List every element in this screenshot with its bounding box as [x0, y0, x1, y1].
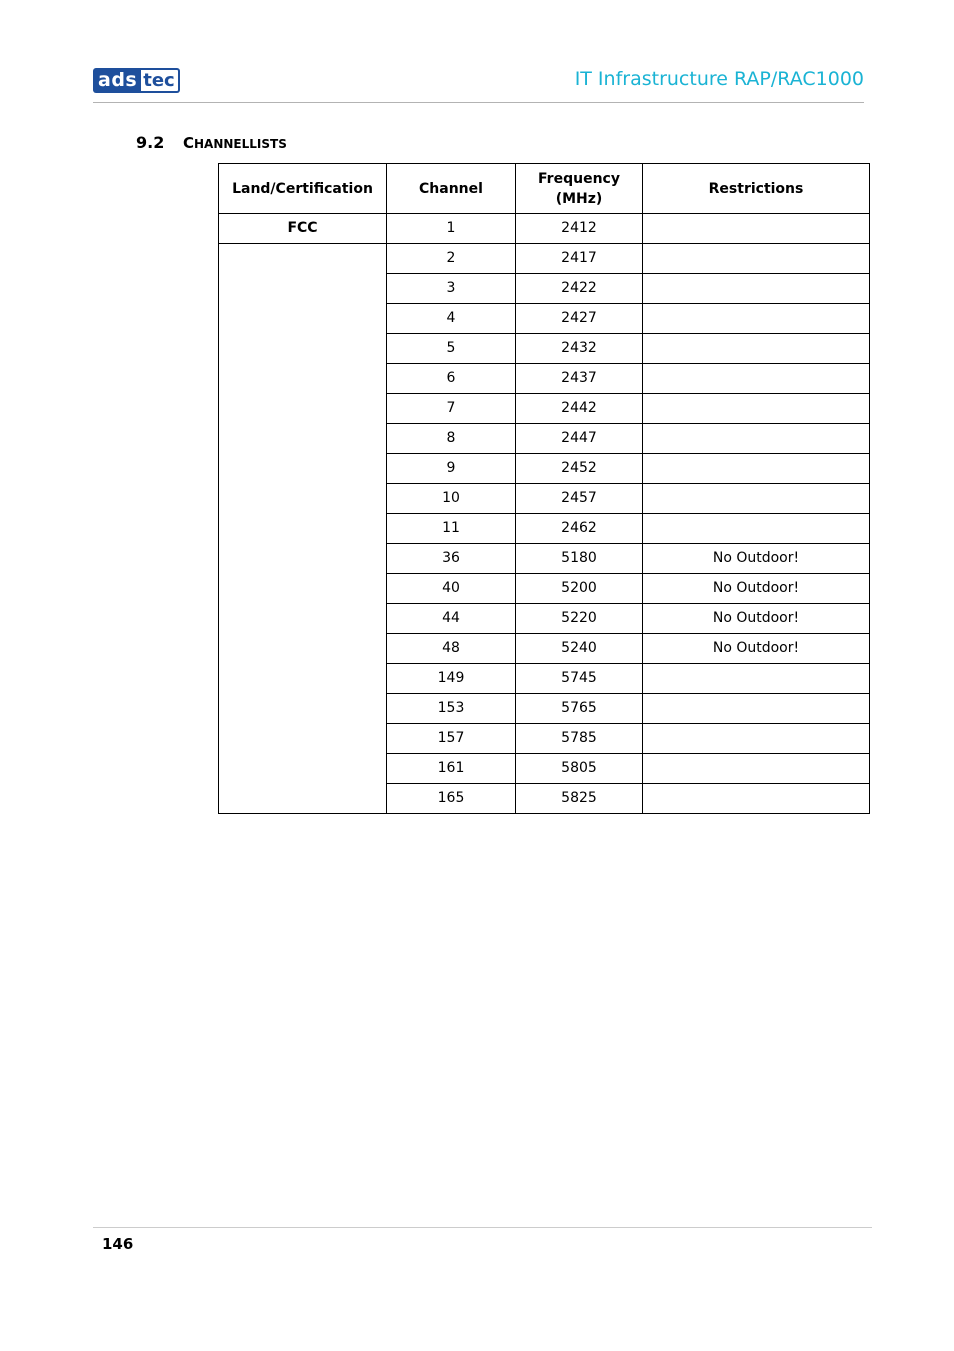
restriction-cell [643, 694, 870, 724]
restriction-cell [643, 304, 870, 334]
frequency-cell: 2447 [516, 424, 643, 454]
restriction-cell [643, 484, 870, 514]
header-land-certification: Land/Certification [219, 164, 387, 214]
channel-cell: 6 [387, 364, 516, 394]
restriction-cell [643, 394, 870, 424]
section-title-rest: HANNELLISTS [194, 137, 287, 151]
channel-cell: 157 [387, 724, 516, 754]
header-divider [93, 102, 864, 103]
document-title: IT Infrastructure RAP/RAC1000 [574, 68, 864, 90]
channel-cell: 1 [387, 214, 516, 244]
header-frequency-line1: Frequency [538, 170, 620, 187]
frequency-cell: 2452 [516, 454, 643, 484]
channel-cell: 161 [387, 754, 516, 784]
frequency-cell: 2427 [516, 304, 643, 334]
footer-divider [93, 1227, 872, 1228]
header-restrictions: Restrictions [643, 164, 870, 214]
restriction-cell [643, 364, 870, 394]
restriction-cell [643, 334, 870, 364]
channel-cell: 5 [387, 334, 516, 364]
channel-cell: 40 [387, 574, 516, 604]
frequency-cell: 2417 [516, 244, 643, 274]
section-heading [136, 133, 287, 152]
frequency-cell: 2462 [516, 514, 643, 544]
table-row [219, 214, 870, 244]
land-certification-cell: FCC [219, 214, 387, 244]
section-number: 9.2 [136, 133, 165, 152]
channel-cell: 2 [387, 244, 516, 274]
restriction-cell: No Outdoor! [643, 634, 870, 664]
adstec-logo [93, 68, 180, 93]
channel-cell: 10 [387, 484, 516, 514]
frequency-cell: 5200 [516, 574, 643, 604]
frequency-cell: 2412 [516, 214, 643, 244]
header-frequency-line2: (MHz) [555, 190, 603, 207]
channel-cell: 149 [387, 664, 516, 694]
table-row [219, 244, 870, 274]
frequency-cell: 2422 [516, 274, 643, 304]
channel-cell: 44 [387, 604, 516, 634]
channel-cell: 48 [387, 634, 516, 664]
page-number: 146 [102, 1235, 134, 1253]
channel-cell: 165 [387, 784, 516, 814]
frequency-cell: 5785 [516, 724, 643, 754]
header-channel: Channel [387, 164, 516, 214]
restriction-cell: No Outdoor! [643, 604, 870, 634]
frequency-cell: 5805 [516, 754, 643, 784]
channel-list-table [218, 163, 870, 814]
restriction-cell [643, 514, 870, 544]
restriction-cell [643, 214, 870, 244]
restriction-cell [643, 274, 870, 304]
land-certification-empty-cell [219, 244, 387, 814]
section-title-initial: C [183, 134, 195, 152]
channel-cell: 9 [387, 454, 516, 484]
frequency-cell: 5220 [516, 604, 643, 634]
restriction-cell [643, 244, 870, 274]
channel-cell: 3 [387, 274, 516, 304]
restriction-cell [643, 754, 870, 784]
frequency-cell: 2442 [516, 394, 643, 424]
restriction-cell [643, 424, 870, 454]
channel-cell: 4 [387, 304, 516, 334]
channel-cell: 8 [387, 424, 516, 454]
frequency-cell: 2432 [516, 334, 643, 364]
restriction-cell: No Outdoor! [643, 574, 870, 604]
channel-cell: 153 [387, 694, 516, 724]
channel-cell: 11 [387, 514, 516, 544]
logo-text-tec: tec [141, 68, 179, 93]
frequency-cell: 2457 [516, 484, 643, 514]
channel-cell: 7 [387, 394, 516, 424]
logo-text-ads: ads [93, 68, 141, 93]
restriction-cell: No Outdoor! [643, 544, 870, 574]
frequency-cell: 5825 [516, 784, 643, 814]
frequency-cell: 5745 [516, 664, 643, 694]
header-frequency [516, 164, 643, 214]
restriction-cell [643, 664, 870, 694]
restriction-cell [643, 454, 870, 484]
restriction-cell [643, 724, 870, 754]
frequency-cell: 5240 [516, 634, 643, 664]
table-header-row [219, 164, 870, 214]
restriction-cell [643, 784, 870, 814]
frequency-cell: 5180 [516, 544, 643, 574]
frequency-cell: 2437 [516, 364, 643, 394]
channel-cell: 36 [387, 544, 516, 574]
frequency-cell: 5765 [516, 694, 643, 724]
